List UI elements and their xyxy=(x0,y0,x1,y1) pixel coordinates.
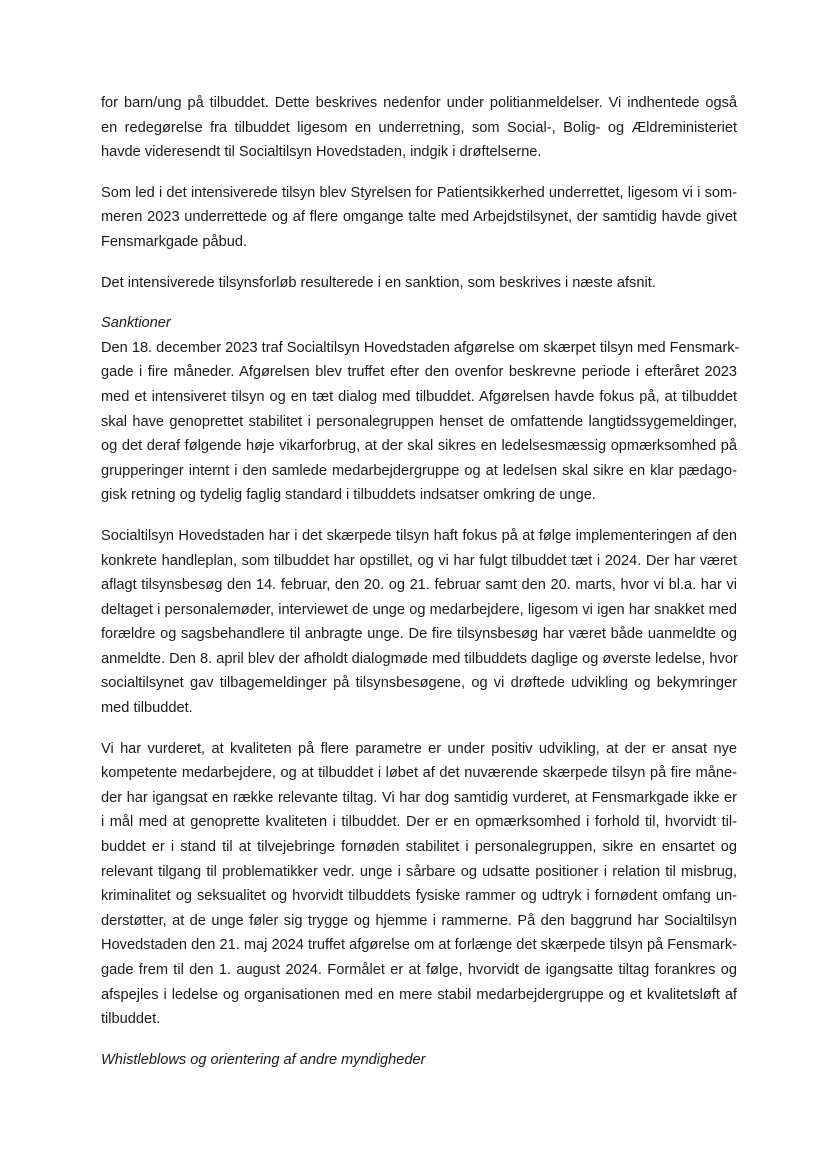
text-line: Den 18. december 2023 traf Socialtilsyn Hovedstaden afgørelse om skærpet tilsyn med Fensmark- xyxy=(101,339,740,356)
text-line: grupperinger internt i den samlede medarbejdergruppe og at ledelsen skal sikre en klar pædago- xyxy=(101,462,737,479)
text-line: gade frem til den 1. august 2024. Formålet er at følge, hvorvidt de igangsatte tiltag forankres og xyxy=(101,962,737,978)
document-page xyxy=(101,91,740,1072)
paragraph-politianmeldelser xyxy=(101,91,737,165)
paragraph-intensiveret-tilsyn xyxy=(101,181,737,255)
text-line: og det deraf følgende høje vikarforbrug, at der skal sikres en ledelsesmæssig opmærksomhed på xyxy=(101,438,737,455)
text-line: Socialtilsyn Hovedstaden har i det skærpede tilsyn haft fokus på at følge implementeringen af den xyxy=(101,527,737,544)
text-line: relevant tilgang til problematikker vedr. unge i sårbare og udsatte positioner i relation til misbrug, xyxy=(101,863,737,880)
text-line: med tilbuddet. xyxy=(101,700,193,717)
text-line: tilbuddet. xyxy=(101,1011,161,1028)
text-line: der har igangsat en række relevante tiltag. Vi har dog samtidig vurderet, at Fensmarkgade ikke er xyxy=(101,789,737,806)
text-line: Det intensiverede tilsynsforløb resulterede i en sanktion, som beskrives i næste afsnit. xyxy=(101,274,656,291)
text-line: aflagt tilsynsbesøg den 14. februar, den 20. og 21. februar samt den 20. marts, hvor vi bl.a. har vi xyxy=(101,577,737,594)
text-line: Som led i det intensiverede tilsyn blev Styrelsen for Patientsikkerhed underrettet, ligesom vi i som- xyxy=(101,184,737,201)
paragraph-sanktion-intro xyxy=(101,271,737,296)
text-line: Fensmarkgade påbud. xyxy=(101,233,248,250)
text-line: gisk retning og tydelig faglig standard i tilbuddets indsatser omkring de unge. xyxy=(101,487,596,504)
text-line: meren 2023 underrettede og af flere omgange talte med Arbejdstilsynet, der samtidig havde givet xyxy=(101,209,737,226)
text-line: for barn/ung på tilbuddet. Dette beskrives nedenfor under politianmeldelser. Vi indhentede også xyxy=(101,95,737,111)
text-line: afspejles i ledelse og organisationen med en mere stabil medarbejdergruppe og et kvalitetsløft af xyxy=(101,986,737,1003)
text-line: anmeldte. Den 8. april blev der afholdt dialogmøde med tilbuddets daglige og øverste ledelse, hvor xyxy=(101,650,738,667)
text-line: buddet er i stand til at tilvejebringe fornøden stabilitet i personalegruppen, sikre en ensartet og xyxy=(101,839,737,856)
text-line: i mål med at genoprette kvaliteten i tilbuddet. Der er en opmærksomhed i forhold til, hvorvidt til- xyxy=(101,814,737,831)
paragraph-skaerpet-tilsyn xyxy=(101,336,740,508)
paragraph-vurdering xyxy=(101,737,737,1032)
text-line: deltaget i personalemøder, interviewet de unge og medarbejdere, ligesom vi igen har snakket med xyxy=(101,601,737,618)
text-line: Hovedstaden den 21. maj 2024 truffet afgørelse om at forlænge det skærpede tilsyn på Fensmark- xyxy=(101,937,737,954)
text-line: forældre og sagsbehandlere til anbragte unge. De fire tilsynsbesøg har været både uanmeldte og xyxy=(101,626,737,643)
text-line: socialtilsynet gav tilbagemeldinger på tilsynsbesøgene, og vi drøftede udvikling og bekymringer xyxy=(101,675,737,692)
paragraph-handleplan xyxy=(101,524,737,721)
text-line: derstøtter, at de unge føler sig trygge og hjemme i rammerne. På den baggrund har Socialtilsyn xyxy=(101,912,737,929)
text-line: konkrete handleplan, som tilbuddet har opstillet, og vi har fulgt tilbuddet tæt i 2024. Der har været xyxy=(101,552,737,569)
text-line: en redegørelse fra tilbuddet ligesom en underretning, som Social-, Bolig- og Ældreministeriet xyxy=(101,119,737,136)
section-heading-sanktioner: Sanktioner xyxy=(101,315,171,332)
text-line: skal have genoprettet stabilitet i personalegruppen henset de omfattende langtidssygemeldinger, xyxy=(101,413,737,430)
section-heading-whistleblows: Whistleblows og orientering af andre myndigheder xyxy=(101,1051,426,1068)
text-line: med et intensiveret tilsyn og en tæt dialog med tilbuddet. Afgørelsen havde fokus på, at tilbuddet xyxy=(101,388,737,405)
text-line: kompetente medarbejdere, og at tilbuddet i løbet af det nuværende skærpede tilsyn på fire måne- xyxy=(101,765,737,782)
text-line: gade i fire måneder. Afgørelsen blev truffet efter den ovenfor beskrevne periode i efteråret 2023 xyxy=(101,364,737,381)
text-line: kriminalitet og seksualitet og hvorvidt tilbuddets fysiske rammer og udtryk i fornødent omfang un- xyxy=(101,888,737,905)
text-line: Vi har vurderet, at kvaliteten på flere parametre er under positiv udvikling, at der er ansat nye xyxy=(101,740,737,757)
text-line: havde videresendt til Socialtilsyn Hovedstaden, indgik i drøftelserne. xyxy=(101,144,542,161)
